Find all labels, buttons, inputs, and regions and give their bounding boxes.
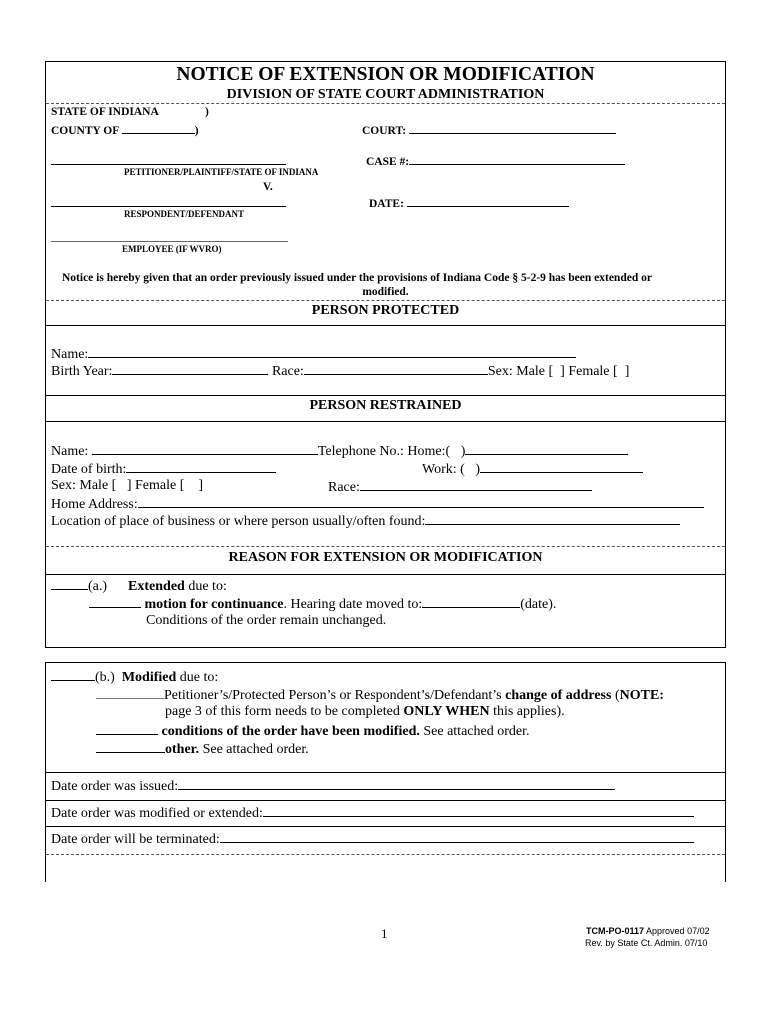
business-row xyxy=(51,512,680,530)
option-b-prefix: (b.) xyxy=(95,670,115,685)
restrained-top-divider xyxy=(46,395,725,396)
versus-label: V. xyxy=(263,181,273,193)
motion-rest: . Hearing date moved to: xyxy=(283,597,423,612)
restrained-sex-end: ] xyxy=(198,478,204,493)
date-field[interactable] xyxy=(407,194,569,207)
restrained-sex-mid: ] Female [ xyxy=(126,478,185,493)
petitioner-label: PETITIONER/PLAINTIFF/STATE OF INDIANA xyxy=(124,167,319,177)
respondent-label: RESPONDENT/DEFENDANT xyxy=(124,209,245,219)
terminated-row xyxy=(51,830,694,848)
person-restrained-heading: PERSON RESTRAINED xyxy=(309,398,462,413)
restrained-name-row xyxy=(51,442,628,460)
other-rest: See attached order. xyxy=(199,742,309,757)
court-field[interactable] xyxy=(409,121,616,134)
form-title: NOTICE OF EXTENSION OR MODIFICATION xyxy=(176,64,595,85)
modified-label: Date order was modified or extended: xyxy=(51,806,263,821)
other-blank[interactable] xyxy=(96,740,165,753)
approved-text: Approved 07/02 xyxy=(644,926,710,936)
employee-label: EMPLOYEE (IF WVRO) xyxy=(122,244,222,254)
county-prefix: COUNTY OF xyxy=(51,125,119,137)
conditions-modified-rest: See attached order. xyxy=(419,724,530,739)
court-label xyxy=(362,121,616,137)
dob-field[interactable] xyxy=(126,460,276,473)
motion-bold: motion for continuance xyxy=(144,597,284,612)
case-field[interactable] xyxy=(409,152,625,165)
modified-box-bottom-left xyxy=(45,858,46,882)
work-label: Work: ( xyxy=(422,462,465,477)
address-line2-pre: page 3 of this form needs to be completed xyxy=(165,704,404,719)
address-line-2 xyxy=(165,704,565,720)
protected-top-divider xyxy=(46,300,725,301)
county-label xyxy=(51,121,199,137)
restrained-sex-label: Sex: Male [ xyxy=(51,478,117,493)
employee-line[interactable] xyxy=(51,241,288,242)
motion-blank[interactable] xyxy=(89,595,141,608)
home-address-field[interactable] xyxy=(138,495,704,508)
address-change-text: Petitioner’s/Protected Person’s or Respondent’s/Defendant’s xyxy=(164,688,506,703)
terminated-field[interactable] xyxy=(220,830,694,843)
terminated-bottom-divider xyxy=(46,854,725,855)
birth-year-field[interactable] xyxy=(112,362,268,375)
protected-race-field[interactable] xyxy=(304,362,488,375)
respondent-line[interactable] xyxy=(51,206,286,207)
issued-field[interactable] xyxy=(178,777,615,790)
option-b-row xyxy=(51,668,218,686)
page-number: 1 xyxy=(381,926,388,941)
date-text: DATE: xyxy=(369,198,404,210)
address-note-open: ( xyxy=(611,688,620,703)
conditions-modified-blank[interactable] xyxy=(96,722,158,735)
form-code: TCM-PO-0117 xyxy=(586,926,645,936)
dob-label: Date of birth: xyxy=(51,462,127,477)
business-label: Location of place of business or where person usually/often found: xyxy=(51,514,426,529)
restrained-race-label: Race: xyxy=(328,480,360,495)
protected-race-label: Race: xyxy=(271,364,304,379)
address-line2-bold: ONLY WHEN xyxy=(403,704,490,719)
reason-top-divider xyxy=(46,546,725,547)
phone-close: ) xyxy=(460,444,466,459)
conditions-modified-bold: conditions of the order have been modified. xyxy=(161,724,420,739)
address-change-bold: change of address xyxy=(505,688,612,703)
work-phone-row xyxy=(422,460,643,478)
option-a-blank[interactable] xyxy=(51,577,88,590)
option-b-rest: due to: xyxy=(176,670,219,685)
restrained-race-field[interactable] xyxy=(360,478,592,491)
county-paren: ) xyxy=(194,125,199,137)
other-row xyxy=(96,740,309,758)
terminated-label: Date order will be terminated: xyxy=(51,832,220,847)
restrained-name-field[interactable] xyxy=(92,442,318,455)
notice-line-1: Notice is hereby given that an order previously issued under the provisions of Indiana Code § 5-2-9 has been extended or xyxy=(62,272,652,284)
issued-divider xyxy=(46,772,725,773)
state-paren: ) xyxy=(205,106,209,118)
form-subtitle: DIVISION OF STATE COURT ADMINISTRATION xyxy=(226,87,545,102)
motion-end: (date). xyxy=(520,597,557,612)
modified-row xyxy=(51,804,694,822)
option-a-rest: due to: xyxy=(184,579,227,594)
protected-sex-mid: ] Female [ xyxy=(560,364,618,379)
protected-heading-divider xyxy=(46,325,725,326)
petitioner-line[interactable] xyxy=(51,164,286,165)
title-divider xyxy=(46,103,725,104)
county-field[interactable] xyxy=(122,121,195,134)
phone-label: Telephone No.: Home:( xyxy=(317,444,451,459)
reason-heading-divider xyxy=(46,574,725,575)
home-phone-field[interactable] xyxy=(465,442,628,455)
case-label xyxy=(366,152,625,168)
issued-label: Date order was issued: xyxy=(51,779,179,794)
conditions-unchanged: Conditions of the order remain unchanged. xyxy=(146,613,387,628)
form-code-row xyxy=(586,926,710,936)
date-label xyxy=(369,194,569,210)
home-address-row xyxy=(51,495,704,513)
work-phone-field[interactable] xyxy=(480,460,643,473)
birth-year-label: Birth Year: xyxy=(51,364,113,379)
revised-text: Rev. by State Ct. Admin. 07/10 xyxy=(585,938,708,948)
terminated-divider xyxy=(46,826,725,827)
protected-birth-row xyxy=(51,362,629,380)
modified-field[interactable] xyxy=(263,804,694,817)
address-change-row xyxy=(96,686,664,704)
court-text: COURT: xyxy=(362,125,407,137)
work-close: ) xyxy=(475,462,480,477)
notice-line-2: modified. xyxy=(362,286,409,298)
other-bold: other. xyxy=(165,742,200,757)
protected-sex-label: Sex: Male [ xyxy=(487,364,554,379)
option-a-prefix: (a.) xyxy=(88,579,108,594)
home-address-label: Home Address: xyxy=(51,497,138,512)
protected-sex-end: ] xyxy=(624,364,630,379)
case-text: CASE #: xyxy=(366,156,410,168)
reason-heading: REASON FOR EXTENSION OR MODIFICATION xyxy=(228,550,543,565)
protected-name-field[interactable] xyxy=(88,345,576,358)
issued-row xyxy=(51,777,615,795)
hearing-date-field[interactable] xyxy=(422,595,520,608)
restrained-race-row xyxy=(328,478,592,496)
option-b-bold: Modified xyxy=(121,670,177,685)
restrained-name-label: Name: xyxy=(51,444,89,459)
address-line2-post: this applies). xyxy=(489,704,565,719)
option-a-row xyxy=(51,577,227,595)
address-change-blank[interactable] xyxy=(96,686,164,699)
modified-divider xyxy=(46,800,725,801)
protected-name-label: Name: xyxy=(51,347,89,362)
restrained-sex-row xyxy=(51,478,203,494)
person-protected-heading: PERSON PROTECTED xyxy=(311,303,460,318)
motion-row xyxy=(89,595,556,613)
option-a-bold: Extended xyxy=(128,579,185,594)
state-label: STATE OF INDIANA xyxy=(51,106,159,118)
address-note-bold: NOTE: xyxy=(619,688,664,703)
option-b-blank[interactable] xyxy=(51,668,95,681)
protected-name-row xyxy=(51,345,576,363)
business-field[interactable] xyxy=(425,512,680,525)
conditions-modified-row xyxy=(96,722,529,740)
restrained-heading-divider xyxy=(46,421,725,422)
restrained-dob-row xyxy=(51,460,276,478)
